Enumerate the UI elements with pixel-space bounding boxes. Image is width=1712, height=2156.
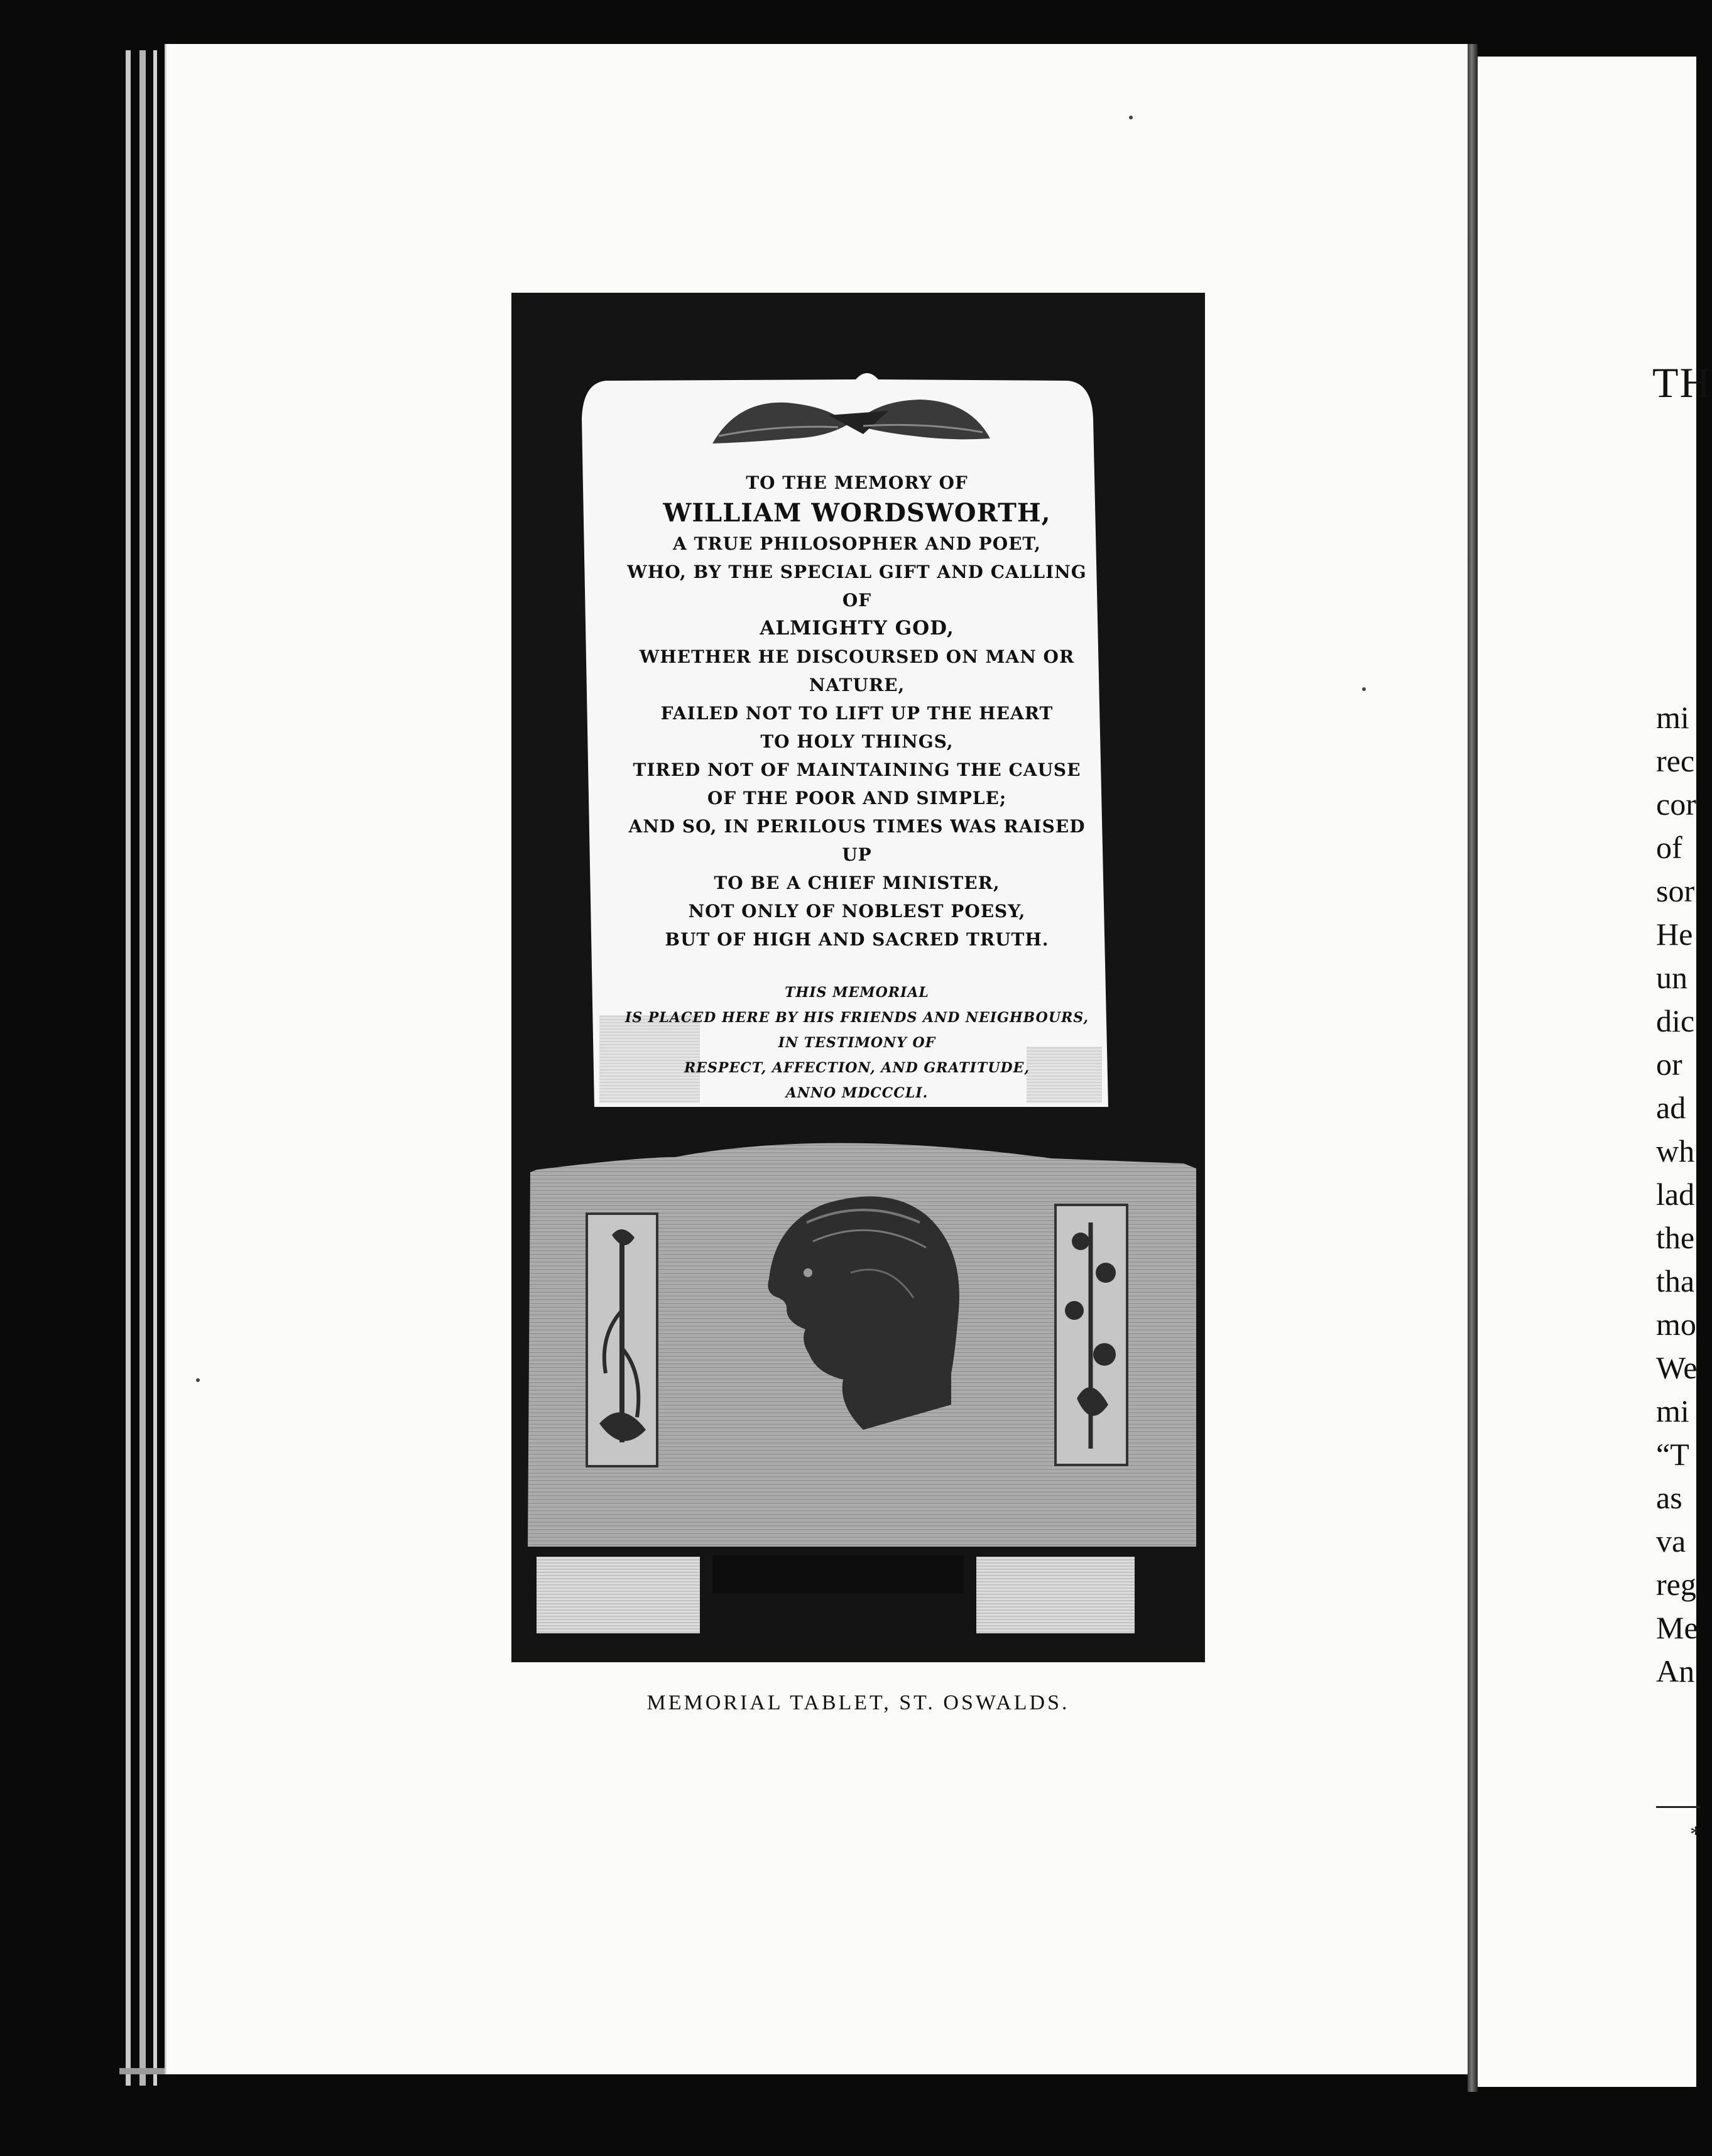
dedication-line: RESPECT, AFFECTION, AND GRATITUDE, [684, 1060, 1030, 1076]
page-edge [153, 50, 157, 2086]
inscription-name: WILLIAM WORDSWORTH, [663, 498, 1051, 528]
speck [1129, 116, 1133, 119]
text-fragment: An [1656, 1653, 1695, 1689]
text-fragment: cor [1656, 787, 1696, 822]
tablet-inscription [618, 469, 1096, 1106]
page-edge [126, 50, 131, 2086]
inscription-line: TO BE A CHIEF MINISTER, [714, 873, 1000, 893]
dedication-line: IN TESTIMONY OF [778, 1035, 936, 1051]
inscription-line: AND SO, IN PERILOUS TIMES WAS RAISED UP [628, 816, 1086, 865]
right-page-heading: TH [1652, 359, 1712, 406]
text-fragment: of [1656, 830, 1682, 865]
inscription-line: WHETHER HE DISCOURSED ON MAN OR NATURE, [639, 646, 1075, 695]
inscription-line: OF THE POOR AND SIMPLE; [707, 788, 1007, 808]
speck [1362, 687, 1366, 691]
text-fragment: reg [1656, 1567, 1696, 1602]
text-fragment: or [1656, 1047, 1682, 1082]
text-fragment: sor [1656, 873, 1695, 908]
dedication-line: IS PLACED HERE BY HIS FRIENDS AND NEIGHBOURS, [624, 1010, 1089, 1026]
text-fragment: the [1656, 1220, 1695, 1255]
book-gutter [1468, 44, 1478, 2092]
text-fragment: “T [1656, 1437, 1689, 1472]
text-fragment: Me [1656, 1610, 1698, 1645]
page-edge [139, 50, 146, 2086]
text-fragment: tha [1656, 1263, 1695, 1298]
text-fragment: un [1656, 960, 1687, 995]
right-floral-panel [1055, 1205, 1127, 1465]
inscription-line: TIRED NOT OF MAINTAINING THE CAUSE [633, 760, 1081, 780]
text-fragment: mi [1656, 1393, 1689, 1429]
inscription-line: A TRUE PHILOSOPHER AND POET, [673, 533, 1041, 554]
inscription-line: TO HOLY THINGS, [760, 731, 954, 752]
text-fragment: as [1656, 1480, 1682, 1515]
text-fragment: We [1656, 1350, 1698, 1385]
text-fragment: dic [1656, 1003, 1695, 1038]
right-page-text [1656, 696, 1698, 1693]
dedication-line: ANNO MDCCCLI. [785, 1085, 929, 1101]
inscription-line: WHO, BY THE SPECIAL GIFT AND CALLING OF [627, 562, 1087, 611]
text-fragment: rec [1656, 743, 1695, 778]
text-fragment: He [1656, 917, 1693, 952]
text-fragment: va [1656, 1523, 1686, 1559]
footnote-rule [1656, 1806, 1700, 1808]
memorial-tablet-plate [511, 293, 1205, 1662]
footnote-mark: * [1690, 1821, 1701, 1846]
inscription-line: NOT ONLY OF NOBLEST POESY, [688, 901, 1026, 922]
plate-caption: MEMORIAL TABLET, ST. OSWALDS. [646, 1691, 1070, 1714]
inscription-line: ALMIGHTY GOD, [760, 617, 954, 640]
dedication [618, 980, 1096, 1106]
text-fragment: mo [1656, 1307, 1696, 1342]
text-fragment: mi [1656, 700, 1689, 735]
dedication-line: THIS MEMORIAL [785, 984, 929, 1001]
text-fragment: lad [1656, 1177, 1695, 1212]
inscription-line: FAILED NOT TO LIFT UP THE HEART [660, 703, 1054, 724]
text-fragment: wh [1656, 1133, 1695, 1168]
inscription-line: BUT OF HIGH AND SACRED TRUTH. [665, 929, 1049, 950]
text-fragment: ad [1656, 1090, 1686, 1125]
speck [196, 1378, 200, 1382]
inscription-line: TO THE MEMORY OF [746, 472, 968, 493]
left-floral-panel [587, 1214, 657, 1466]
